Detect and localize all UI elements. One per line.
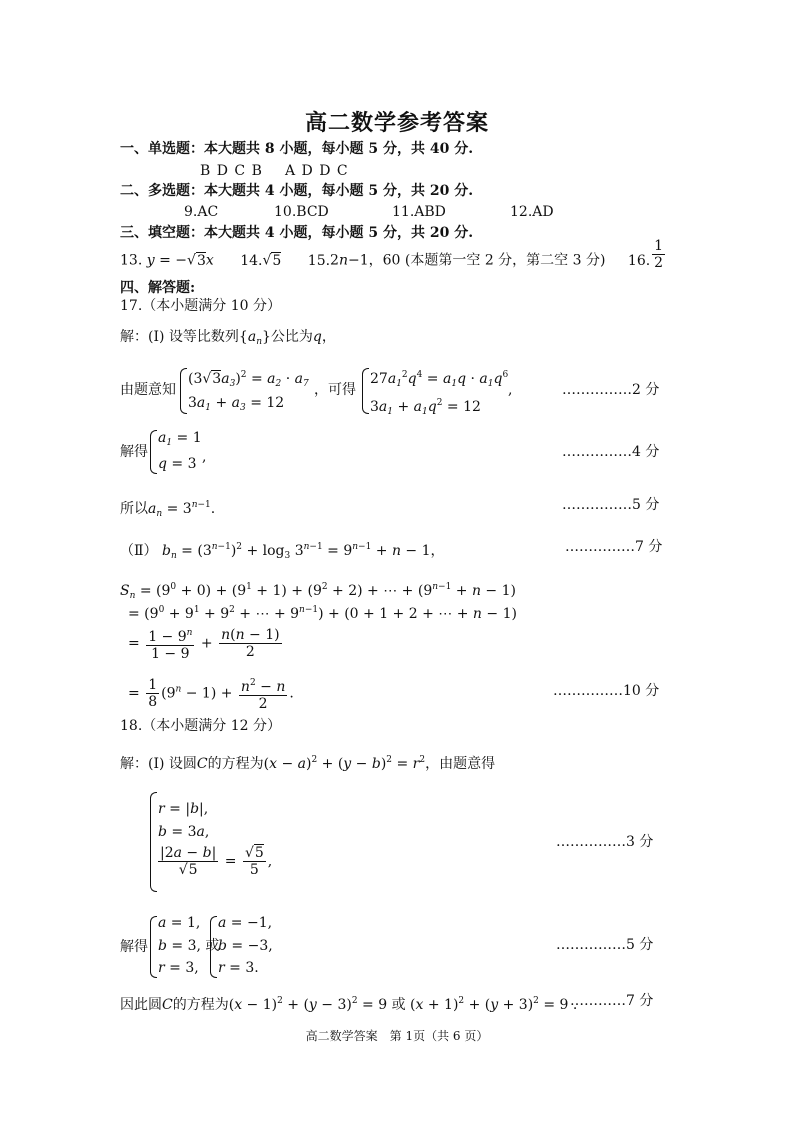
p18-sol1-r: r = 3, (158, 960, 199, 976)
p17-eq1: $(3√3a_3)^2 = a_2 \cdot a_7$ (188, 370, 309, 389)
page-title: 高二数学参考答案 (304, 111, 489, 136)
section4-heading: 四、解答题: (120, 280, 196, 296)
p17-bn: （Ⅱ） $b_n = (3^{n-1})^2 + \log_3 3^{n-1} = 9^{n-1} + n - 1$， (120, 542, 445, 561)
p18-cond3: $\frac{|2a - b|}{√5}$ = $\frac{√5}{5}$ , (160, 845, 273, 878)
p18-cond2: b = 3a, (158, 824, 210, 840)
p18-sol1-b: b = 3, 或 (158, 938, 220, 954)
score-5: ……………5 分 (562, 497, 660, 513)
brace (150, 430, 157, 474)
brace (150, 916, 157, 978)
p18-sol2-b: b = −3, (218, 938, 273, 954)
p18-solve-label: 解得 (120, 939, 148, 955)
p17-part1-intro: 解：(Ⅰ) 设等比数列$\{a_n\}$公比为q， (120, 329, 336, 347)
section2-answer-12: 12.AD (510, 204, 554, 220)
section2-answer-11: 11.ABD (392, 204, 446, 220)
score-5: ……………5 分 (556, 937, 654, 953)
section2-answer-9: 9.AC (184, 204, 219, 220)
section1-answers-b: A D D C (285, 163, 349, 179)
p18-cond1: r = |b|, (158, 801, 209, 817)
p17-solve-label: 解得 (120, 444, 148, 460)
brace (210, 916, 217, 978)
p17-eq3: $27a_1^2q^4 = a_1q \cdot a_1q^6$ (370, 370, 509, 389)
p17-sn-line2: = ($9^0 + 9^1 + 9^2$ + ⋯ + $9^{n-1}) + (0 + 1 + 2$ + ⋯ + n − 1) (128, 605, 517, 622)
score-3: ……………3 分 (556, 834, 654, 850)
score-7: …………7 分 (570, 993, 654, 1009)
fill-answers-row: 13. y = −√3x 14.√5 15.2n−1，60 (本题第一空 2 分，第二空 3 分) 16. $\frac{1}{2}$ (120, 238, 664, 271)
score-2: ……………2 分 (562, 382, 660, 398)
brace (362, 368, 369, 414)
p18-header: 18.（本小题满分 12 分） (120, 718, 281, 734)
section1-heading: 一、单选题：本大题共 8 小题，每小题 5 分，共 40 分. (120, 141, 474, 157)
q13-label: 13. (120, 252, 143, 269)
p17-sn-line4: = $\frac{1}{8}$ $(9^n - 1)$ + $\frac{n^2 - n}{2}$ . (128, 677, 294, 712)
p17-obtain-label: ，可得 (314, 382, 356, 398)
page-footer: 高二数学答案 第 1页（共 6 页） (305, 1029, 489, 1043)
p17-header: 17.（本小题满分 10 分） (120, 298, 281, 314)
p17-given-label: 由题意知 (120, 382, 176, 398)
p17-eq2: $3a_1 + a_3 = 12$ (188, 395, 285, 413)
section2-answer-10: 10.BCD (274, 204, 329, 220)
p18-intro: 解：(Ⅰ) 设圆C的方程为$(x - a)^2 + (y - b)^2 = r^2$，由题意得 (120, 755, 496, 772)
p17-a1: $a_1 = 1$ (158, 430, 202, 448)
p17-sn-line1: $S_n = (9^0 + 0) + (9^1 + 1) + (9^2 + 2)$ + ⋯ + $(9^{n-1} + n - 1)$ (120, 582, 516, 601)
p18-sol1-a: a = 1, (158, 915, 201, 931)
q16-label: 16. (627, 252, 651, 269)
section2-heading: 二、多选题：本大题共 4 小题，每小题 5 分，共 20 分. (120, 183, 474, 199)
p17-eq4: $3a_1 + a_1q^2 = 12$ (370, 398, 481, 417)
q14-label: 14. (240, 252, 263, 269)
section1-answers-a: B D C B (200, 163, 263, 179)
p17-q: q = 3 (158, 456, 197, 472)
score-7: ……………7 分 (565, 539, 663, 555)
p17-sn-line3: = $\frac{1 - 9^n}{1 - 9}$ + $\frac{n(n - 1)}{2}$ (128, 627, 280, 662)
p17-an: 所以$a_n = 3^{n-1}$. (120, 500, 216, 519)
p18-sol2-r: r = 3. (218, 960, 259, 976)
score-10: ……………10 分 (553, 683, 660, 699)
p18-sol2-a: a = −1, (218, 915, 273, 931)
p18-conclusion: 因此圆C的方程为$(x - 1)^2 + (y - 3)^2 = 9$ 或 $(x + 1)^2 + (y + 3)^2 = 9$ . (120, 996, 578, 1013)
score-4: ……………4 分 (562, 444, 660, 460)
brace (180, 368, 187, 414)
q15-note: ，60 (本题第一空 2 分，第二空 3 分) (368, 252, 606, 269)
q15-label: 15. (307, 252, 331, 269)
section3-heading: 三、填空题：本大题共 4 小题，每小题 5 分，共 20 分. (120, 225, 474, 241)
